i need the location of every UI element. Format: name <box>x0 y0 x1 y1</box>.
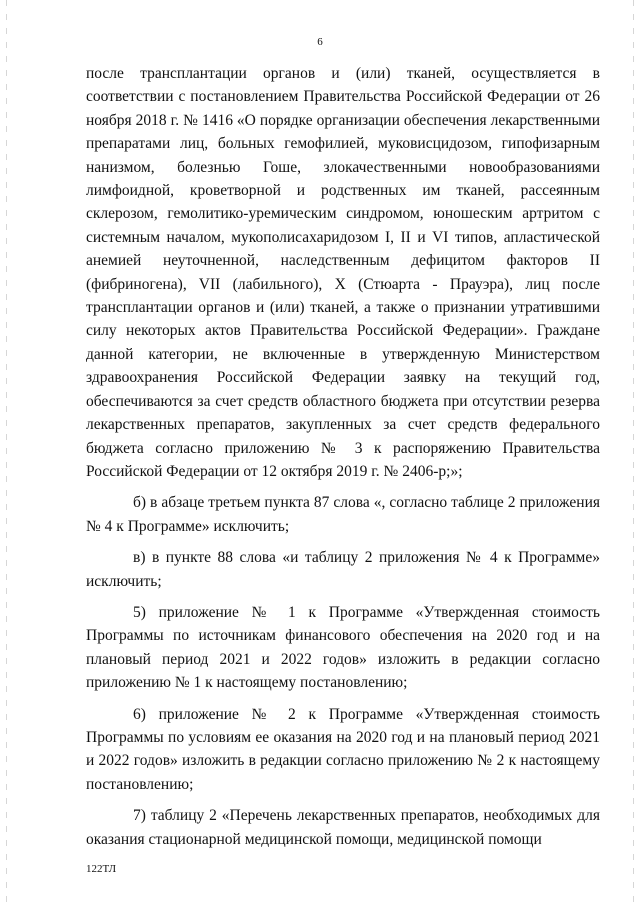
document-body <box>86 62 600 851</box>
paragraph-item-5: 5) приложение № 1 к Программе «Утвержденная стоимость Программы по источникам финансового обеспечения на 2020 год и на плановый период 2021 и 2022 годов» изложить в редакции согласно приложению № 1 к настоящему постановлению; <box>86 603 600 692</box>
paragraph-item-v: в) в пункте 88 слова «и таблицу 2 приложения № 4 к Программе» исключить; <box>86 549 600 590</box>
paragraph-continuation: после трансплантации органов и (или) тканей, осуществляется в соответствии с постановлением Правительства Российской Федерации от 26 ноября 2018 г. № 1416 «О порядке организации обеспечения лекарственными препаратами лиц, больных гемофилией, муковисцидозом, гипофизарным нанизмом, болезнью Гоше, злокачественными новообразованиями лимфоидной, кроветворной и родственных им тканей, рассеянным склерозом, гемолитико-уремическим синдромом, юношеским артритом с системным началом, мукополисахаридозом I, II и VI типов, апластической анемией неуточненной, наследственным дефицитом факторов II (фибриногена), VII (лабильного), X (Стюарта - Прауэра), лиц после трансплантации органов и (или) тканей, а также о признании утратившими силу некоторых актов Правительства Российской Федерации». Граждане данной категории, не включенные в утвержденную Министерством здравоохранения Российской Федерации заявку на текущий год, обеспечиваются за счет средств областного бюджета при отсутствии резерва лекарственных препаратов, закупленных за счет средств федерального бюджета согласно приложению № 3 к распоряжению Правительства Российской Федерации от 12 октября 2019 г. № 2406-р;»; <box>86 65 600 480</box>
left-scan-edge <box>6 0 7 905</box>
paragraph-item-7: 7) таблицу 2 «Перечень лекарственных препаратов, необходимых для оказания стационарной медицинской помощи, медицинской помощи <box>86 807 600 848</box>
page-number: 6 <box>317 36 323 48</box>
paragraph-item-6: 6) приложение № 2 к Программе «Утвержденная стоимость Программы по условиям ее оказания на 2020 год и на плановый период 2021 и 2022 годов» изложить в редакции согласно приложению № 2 к настоящему постановлению; <box>86 705 600 793</box>
paragraph-item-b: б) в абзаце третьем пункта 87 слова «, согласно таблице 2 приложения № 4 к Программе» исключить; <box>86 494 600 535</box>
footer-code: 122ТЛ <box>86 863 117 875</box>
right-scan-edge <box>633 0 634 905</box>
